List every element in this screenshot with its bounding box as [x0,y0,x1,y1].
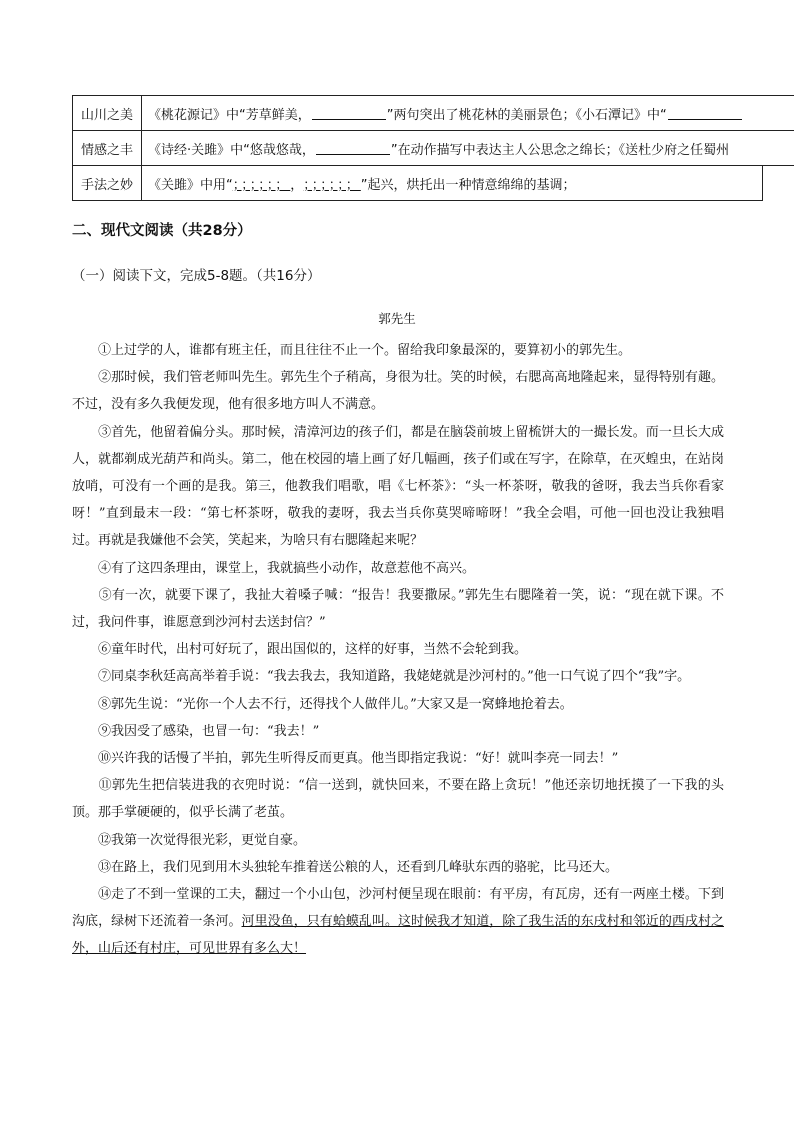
paragraph: ⑧郭先生说：“光你一个人去不行，还得找个人做伴儿。”大家又是一窝蜂地抢着去。 [98,696,573,712]
fill-blank[interactable]: ；；；；；； [232,177,291,193]
paragraph: ⑨我因受了感染，也冒一句：“我去！” [98,723,320,739]
question-instruction: （一）阅读下文，完成5-8题。（共16分） [72,268,321,284]
table-row [72,95,794,131]
paragraph: ⑩兴许我的话慢了半拍，郭先生听得反而更真。他当即指定我说：“好！就叫李亮一同去！” [98,751,619,767]
fill-blank[interactable] [668,107,742,120]
answer-table [72,95,794,201]
row-content: 《桃花源记》中“芳草鲜美， ”两句突出了桃花林的美丽景色；《小石潭记》中“ [142,96,794,130]
underlined-sentence: 河里没鱼，只有蛤蟆乱叫。这时候我才知道，除了我生活的东戌村和邻近的西戌村之外，山后还有村庄，可见世界有多么大！ [72,914,724,957]
row-content: 《诗经·关雎》中“悠哉悠哉， ”在动作描写中表达主人公思念之绵长；《送杜少府之任蜀州 [148,142,730,158]
paragraph: ⑥童年时代，出村可好玩了，跟出国似的，这样的好事，当然不会轮到我。 [98,642,528,658]
row-label: 山川之美 [73,96,142,130]
fill-blank[interactable] [312,107,386,120]
paragraph: ⑫我第一次觉得很光彩，更觉自豪。 [98,832,307,848]
row-content: 《关雎》中用“ ；；；；；； ， ；；；；；； ”起兴，烘托出一种情意绵绵的基调； [142,166,762,200]
paragraph: ⑬在路上，我们见到用木头独轮车推着送公粮的人，还看到几峰驮东西的骆驼，比马还大。 [98,859,619,875]
row-label: 手法之妙 [73,166,142,200]
paragraph: ③首先，他留着偏分头。那时候，清漳河边的孩子们，都是在脑袋前坡上留梳饼大的一撮长发。而一旦长大成人，就都剃成光葫芦和尚头。第二，他在校园的墙上画了好几幅画，孩子们或在写字，在除草，在灭蝗虫，在站岗放哨，可没有一个画的是我。第三，他教我们唱歌，唱《七杯茶》：“头一杯茶呀，敬我的爸呀，我去当兵你看家呀！”直到最末一段：“第七杯茶呀，敬我的妻呀，我去当兵你莫哭啼啼呀！”我全会唱，可他一回也没让我独唱过。再就是我嫌他不会笑，笑起来，为啥只有右腮隆起来呢？ [72,424,724,549]
row-label: 情感之丰 [73,131,142,165]
fill-blank[interactable] [316,142,390,155]
table-row [72,166,763,201]
fill-blank[interactable]: ；；；；；； [303,177,361,193]
article-body [72,337,724,963]
section-title: 二、现代文阅读（共28分） [72,223,252,239]
paragraph: ⑪郭先生把信装进我的衣兜时说：“信一送到，就快回来，不要在路上贪玩！”他还亲切地抚摸了一下我的头顶。那手掌硬硬的，似乎长满了老茧。 [72,778,724,821]
table-row [72,131,794,166]
paragraph: ⑭走了不到一堂课的工夫，翻过一个小山包，沙河村便呈现在眼前：有平房，有瓦房，还有一两座土楼。下到沟底，绿树下还流着一条河。河里没鱼，只有蛤蟆乱叫。这时候我才知道，除了我生活的东戌村和邻近的西戌村之外，山后还有村庄，可见世界有多么大！ [72,887,724,957]
paragraph: ⑤有一次，就要下课了，我扯大着嗓子喊：“报告！我要撒尿。”郭先生右腮隆着一笑，说：“现在就下课。不过，我问件事，谁愿意到沙河村去送封信？” [72,587,724,631]
paragraph: ④有了这四条理由，课堂上，我就搞些小动作，故意惹他不高兴。 [98,560,476,576]
article-title: 郭先生 [378,311,416,326]
paragraph: ①上过学的人，谁都有班主任，而且往往不止一个。留给我印象最深的，要算初小的郭先生。 [98,343,632,358]
paragraph: ②那时候，我们管老师叫先生。郭先生个子稍高，身很为壮。笑的时候，右腮高高地隆起来，显得特别有趣。不过，没有多久我便发现，他有很多地方叫人不满意。 [72,370,724,413]
paragraph: ⑦同桌李秋廷高高举着手说：“我去我去，我知道路，我姥姥就是沙河村的。”他一口气说了四个“我”字。 [98,669,691,685]
